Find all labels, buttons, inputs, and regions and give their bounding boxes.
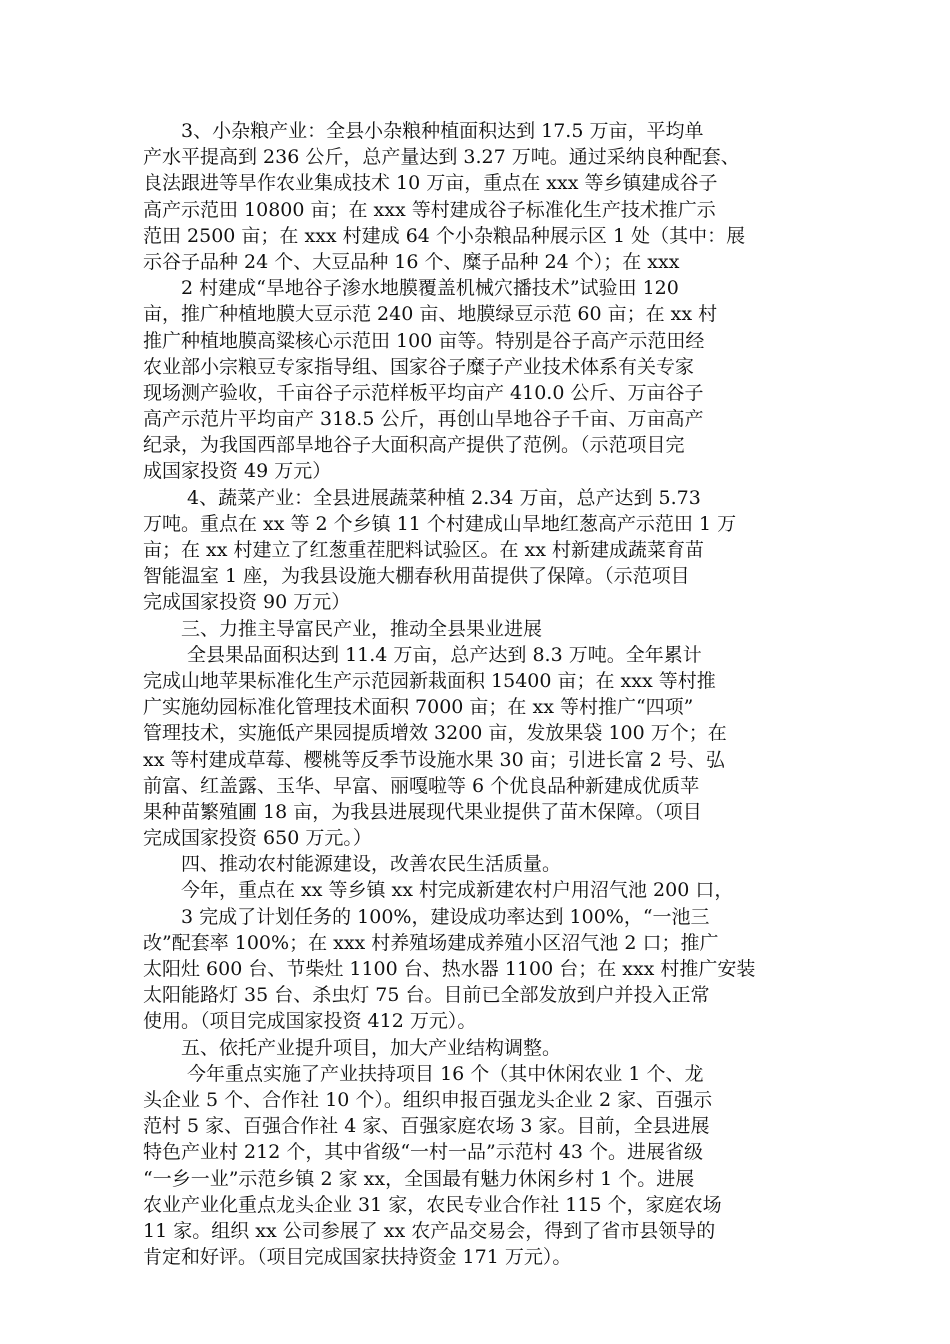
text-line: 农业产业化重点龙头企业 31 家，农民专业合作社 115 个，家庭农场 <box>143 1193 722 1216</box>
text-line: 完成山地苹果标准化生产示范园新栽面积 15400 亩；在 xxx 等村推 <box>143 669 716 692</box>
text-line: 农业部小宗粮豆专家指导组、国家谷子糜子产业技术体系有关专家 <box>143 355 695 378</box>
text-line: 高产示范田 10800 亩；在 xxx 等村建成谷子标准化生产技术推广示 <box>143 198 716 221</box>
text-line: 推广种植地膜高粱核心示范田 100 亩等。特别是谷子高产示范田经 <box>143 329 705 352</box>
text-line: 3、小杂粮产业：全县小杂粮种植面积达到 17.5 万亩，平均单 <box>143 120 704 142</box>
text-line: 亩；在 xx 村建立了红葱重茬肥料试验区。在 xx 村新建成蔬菜育苗 <box>143 539 705 561</box>
text-line: 太阳灶 600 台、节柴灶 1100 台、热水器 1100 台；在 xxx 村推广安装 <box>143 958 756 980</box>
section-heading: 三、力推主导富民产业，推动全县果业进展 <box>143 617 543 640</box>
text-line: 3 完成了计划任务的 100%，建设成功率达到 100%，“一池三 <box>143 905 710 928</box>
text-line: 示谷子品种 24 个、大豆品种 16 个、糜子品种 24 个）；在 xxx <box>143 250 680 273</box>
text-line: 今年重点实施了产业扶持项目 16 个（其中休闲农业 1 个、龙 <box>143 1062 704 1085</box>
text-line: 完成国家投资 90 万元） <box>143 591 351 614</box>
text-line: xx 等村建成草莓、樱桃等反季节设施水果 30 亩；引进长富 2 号、弘 <box>143 748 725 771</box>
text-line: 太阳能路灯 35 台、杀虫灯 75 台。目前已全部发放到户并投入正常 <box>143 984 710 1007</box>
text-line: 改”配套率 100%；在 xxx 村养殖场建成养殖小区沼气池 2 口；推广 <box>143 931 719 954</box>
text-line: “一乡一业”示范乡镇 2 家 xx，全国最有魅力休闲乡村 1 个。进展 <box>143 1167 695 1190</box>
text-line: 广实施幼园标准化管理技术面积 7000 亩；在 xx 等村推广“四项” <box>143 696 694 719</box>
text-line: 完成国家投资 650 万元。） <box>143 827 372 850</box>
text-line: 亩，推广种植地膜大豆示范 240 亩、地膜绿豆示范 60 亩；在 xx 村 <box>143 303 718 326</box>
text-line: 产水平提高到 236 公斤，总产量达到 3.27 万吨。通过采纳良种配套、 <box>143 146 740 169</box>
text-line: 头企业 5 个、合作社 10 个）。组织申报百强龙头企业 2 家、百强示 <box>143 1088 713 1111</box>
text-line: 成国家投资 49 万元） <box>143 460 332 483</box>
document-body <box>143 118 811 1270</box>
text-line: 前富、红盖露、玉华、早富、丽嘎啦等 6 个优良品种新建成优质苹 <box>143 774 700 797</box>
section-heading: 五、依托产业提升项目，加大产业结构调整。 <box>143 1036 562 1059</box>
text-line: 今年，重点在 xx 等乡镇 xx 村完成新建农村户用沼气池 200 口， <box>143 879 734 902</box>
text-line: 使用。（项目完成国家投资 412 万元）。 <box>143 1010 477 1033</box>
text-line: 4、蔬菜产业：全县进展蔬菜种植 2.34 万亩，总产达到 5.73 <box>143 486 701 509</box>
text-line: 2 村建成“旱地谷子渗水地膜覆盖机械穴播技术”试验田 120 <box>143 277 679 300</box>
text-line: 良法跟进等旱作农业集成技术 10 万亩，重点在 xxx 等乡镇建成谷子 <box>143 172 718 195</box>
section-heading: 四、推动农村能源建设，改善农民生活质量。 <box>143 853 562 876</box>
text-line: 范田 2500 亩；在 xxx 村建成 64 个小杂粮品种展示区 1 处（其中：展 <box>143 224 746 247</box>
text-line: 范村 5 家、百强合作社 4 家、百强家庭农场 3 家。目前，全县进展 <box>143 1115 710 1138</box>
text-line: 现场测产验收，千亩谷子示范样板平均亩产 410.0 公斤、万亩谷子 <box>143 381 704 404</box>
text-line: 万吨。重点在 xx 等 2 个乡镇 11 个村建成山旱地红葱高产示范田 1 万 <box>143 512 737 535</box>
text-line: 果种苗繁殖圃 18 亩，为我县进展现代果业提供了苗木保障。（项目 <box>143 800 702 823</box>
text-line: 管理技术，实施低产果园提质增效 3200 亩，发放果袋 100 万个；在 <box>143 722 727 745</box>
text-line: 肯定和好评。（项目完成国家扶持资金 171 万元）。 <box>143 1246 572 1269</box>
text-line: 高产示范片平均亩产 318.5 公斤，再创山旱地谷子千亩、万亩高产 <box>143 408 704 431</box>
text-line: 11 家。组织 xx 公司参展了 xx 农产品交易会，得到了省市县领导的 <box>143 1219 716 1242</box>
text-line: 智能温室 1 座，为我县设施大棚春秋用苗提供了保障。（示范项目 <box>143 565 690 588</box>
text-line: 特色产业村 212 个，其中省级“一村一品”示范村 43 个。进展省级 <box>143 1141 704 1164</box>
text-line: 纪录，为我国西部旱地谷子大面积高产提供了范例。（示范项目完 <box>143 434 685 457</box>
text-line: 全县果品面积达到 11.4 万亩，总产达到 8.3 万吨。全年累计 <box>143 643 702 666</box>
